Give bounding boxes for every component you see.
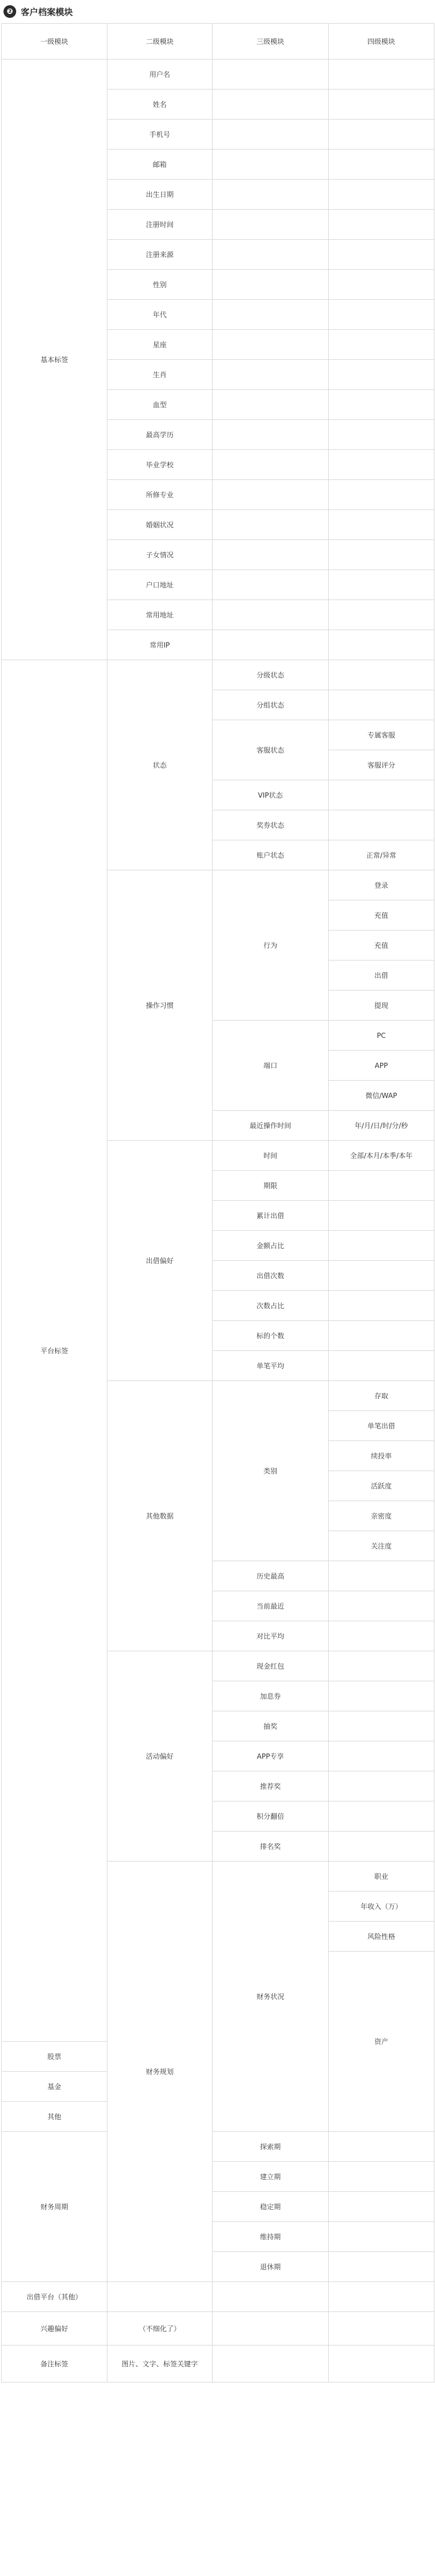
- l3-cell: 当前最近: [213, 1591, 329, 1621]
- l3-cell: 客服状态: [213, 720, 329, 780]
- l2-cell: 星座: [107, 330, 213, 360]
- table-row: [2, 2312, 434, 2346]
- l1-basic: 基本标签: [2, 59, 107, 660]
- l2-cell: 姓名: [107, 90, 213, 120]
- l4-cell: 单笔出借: [329, 1411, 434, 1441]
- l4-cell: 全部/本月/本季/本年: [329, 1141, 434, 1171]
- header-level1: 一级模块: [2, 24, 107, 59]
- table-row: [2, 2346, 434, 2383]
- l3-cell: 现金红包: [213, 1651, 329, 1681]
- l3-cell: 积分翻倍: [213, 1801, 329, 1832]
- l4-cell: 亲密度: [329, 1501, 434, 1531]
- header-level3: 三级模块: [213, 24, 329, 59]
- l4-cell: 微信/WAP: [329, 1081, 434, 1111]
- header-level4: 四级模块: [329, 24, 434, 59]
- l3-cell: 职业: [329, 1862, 434, 1892]
- l2-note-value: 图片、文字、标签关键字: [107, 2346, 213, 2383]
- l2-cell: 常用IP: [107, 630, 213, 660]
- l2-cell: 最高学历: [107, 420, 213, 450]
- l4-cell: 基金: [2, 2072, 107, 2102]
- l2-activity-pref: 活动偏好: [107, 1651, 213, 1862]
- l3-cell: 账户状态: [213, 840, 329, 870]
- l1-invest-platform: 出借平台（其他）: [2, 2282, 107, 2312]
- header-level2: 二级模块: [107, 24, 213, 59]
- l3-cell: APP专享: [213, 1741, 329, 1771]
- l4-cell: 提现: [329, 991, 434, 1021]
- l2-cell: 用户名: [107, 59, 213, 90]
- table-row: [2, 2132, 434, 2162]
- l2-interest-value: （不细化了）: [107, 2312, 213, 2346]
- l2-cell: 子女情况: [107, 540, 213, 570]
- section-title: 客户档案模块: [21, 6, 73, 17]
- l1-note: 备注标签: [2, 2346, 107, 2383]
- l3-cell: 金额占比: [213, 1231, 329, 1261]
- l2-cell: 常用地址: [107, 600, 213, 630]
- l2-cell: 出生日期: [107, 180, 213, 210]
- l4-cell: 正常/异常: [329, 840, 434, 870]
- table-row: [2, 660, 434, 690]
- l3-cell: 分级状态: [213, 660, 329, 690]
- l1-platform: 平台标签: [2, 660, 107, 2042]
- l3-cell: 探索期: [213, 2132, 329, 2162]
- l3-cell: 奖券状态: [213, 810, 329, 840]
- l3-cell: 历史最高: [213, 1561, 329, 1591]
- l3-cell: 期限: [213, 1171, 329, 1201]
- l3-cell: 稳定期: [213, 2192, 329, 2222]
- l4-cell: PC: [329, 1021, 434, 1051]
- l2-habit: 操作习惯: [107, 870, 213, 1141]
- l3-cell: 对比平均: [213, 1621, 329, 1651]
- l2-other-data: 其他数据: [107, 1381, 213, 1651]
- l4-cell: 续投率: [329, 1441, 434, 1471]
- l2-cell: 注册时间: [107, 210, 213, 240]
- l4-cell: 充值: [329, 900, 434, 930]
- l1-finance: 财务规划: [107, 1862, 213, 2282]
- table-row: [2, 2282, 434, 2312]
- l3-cell: 分组状态: [213, 690, 329, 720]
- l4-cell: 股票: [2, 2042, 107, 2072]
- l3-cell: 次数占比: [213, 1291, 329, 1321]
- l3-cell: 退休期: [213, 2252, 329, 2282]
- l3-cell: 风险性格: [329, 1922, 434, 1952]
- section-number-badge: ❷: [3, 5, 16, 18]
- l2-status: 状态: [107, 660, 213, 870]
- l3-cell: 累计出借: [213, 1201, 329, 1231]
- l3-cell: 排名奖: [213, 1832, 329, 1862]
- l4-cell: 活跃度: [329, 1471, 434, 1501]
- l2-cell: 生肖: [107, 360, 213, 390]
- l2-cell: 户口地址: [107, 570, 213, 600]
- l2-cell: 血型: [107, 390, 213, 420]
- l2-invest-pref: 出借偏好: [107, 1141, 213, 1381]
- l3-cell: 推荐奖: [213, 1771, 329, 1801]
- l3-cell: 资产: [329, 1952, 434, 2132]
- l4-cell: 其他: [2, 2102, 107, 2132]
- l3-cell: 最近操作时间: [213, 1111, 329, 1141]
- section-title-bar: [0, 0, 435, 23]
- l2-fin-cycle: 财务周期: [2, 2132, 107, 2282]
- l4-cell: 登录: [329, 870, 434, 900]
- l4-cell: 存取: [329, 1381, 434, 1411]
- l3-cell: 时间: [213, 1141, 329, 1171]
- l4-cell: 充值: [329, 930, 434, 961]
- l2-cell: 年代: [107, 300, 213, 330]
- l4-cell: 客服评分: [329, 750, 434, 780]
- l4-cell: APP: [329, 1051, 434, 1081]
- l3-cell: 加息券: [213, 1681, 329, 1711]
- l2-fin-status: 财务状况: [213, 1862, 329, 2132]
- l2-cell: 毕业学校: [107, 450, 213, 480]
- table-row: [2, 59, 434, 90]
- l3-cell: VIP状态: [213, 780, 329, 810]
- l1-interest: 兴趣偏好: [2, 2312, 107, 2346]
- customer-profile-table: [1, 23, 434, 2383]
- l2-cell: 所修专业: [107, 480, 213, 510]
- l4-cell: 出借: [329, 961, 434, 991]
- l3-cell: 类别: [213, 1381, 329, 1561]
- l4-cell: 专属客服: [329, 720, 434, 750]
- l3-cell: 抽奖: [213, 1711, 329, 1741]
- l3-cell: 年收入（万）: [329, 1892, 434, 1922]
- l3-cell: 行为: [213, 870, 329, 1021]
- l3-cell: 端口: [213, 1021, 329, 1111]
- l2-cell: 婚姻状况: [107, 510, 213, 540]
- l4-cell: 年/月/日/时/分/秒: [329, 1111, 434, 1141]
- table-header-row: [2, 24, 434, 59]
- l4-cell: 关注度: [329, 1531, 434, 1561]
- l2-cell: 性别: [107, 270, 213, 300]
- l3-cell: 单笔平均: [213, 1351, 329, 1381]
- l2-cell: 注册来源: [107, 240, 213, 270]
- l3-cell: 标的个数: [213, 1321, 329, 1351]
- l2-cell: 邮箱: [107, 150, 213, 180]
- l3-cell: 出借次数: [213, 1261, 329, 1291]
- l3-cell: 维持期: [213, 2222, 329, 2252]
- l2-cell: 手机号: [107, 120, 213, 150]
- l3-cell: 建立期: [213, 2162, 329, 2192]
